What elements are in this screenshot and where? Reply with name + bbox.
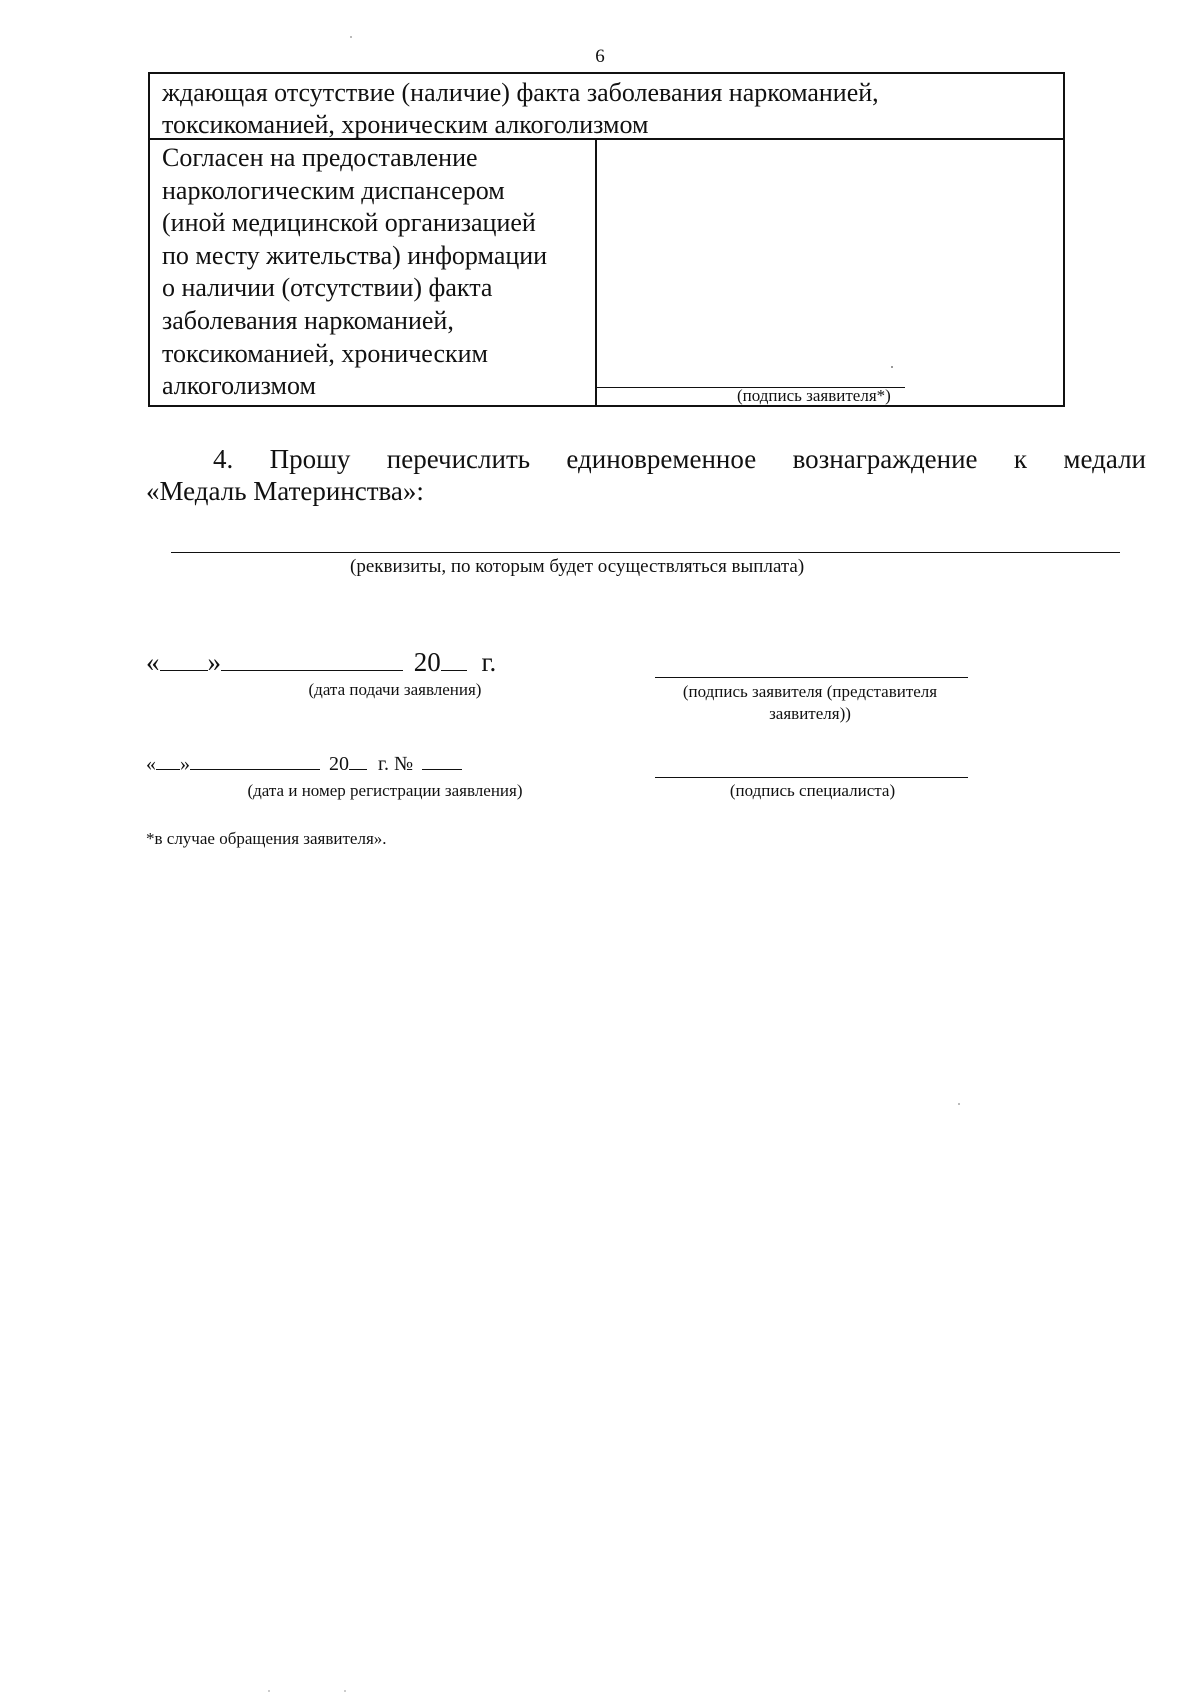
scan-speck bbox=[350, 36, 352, 38]
applicant-representative-signature-line[interactable] bbox=[655, 677, 968, 678]
applicant-representative-signature-caption bbox=[640, 681, 980, 725]
applicant-signature-caption: (подпись заявителя*) bbox=[737, 386, 891, 405]
scan-speck bbox=[268, 1690, 270, 1692]
consent-table bbox=[148, 72, 1065, 407]
submission-date-caption: (дата подачи заявления) bbox=[308, 680, 482, 699]
paragraph-4-word: вознаграждение bbox=[792, 444, 978, 474]
reg-day-blank[interactable] bbox=[156, 753, 180, 770]
reg-year-blank[interactable] bbox=[349, 753, 367, 770]
requisites-caption: (реквизиты, по которым будет осуществляться выплата) bbox=[350, 556, 805, 577]
consent-statement-line: Согласен на предоставление bbox=[162, 143, 478, 172]
reg-year-prefix: 20 bbox=[329, 753, 349, 775]
scan-speck bbox=[958, 1103, 960, 1105]
paragraph-4-word: единовременное bbox=[566, 444, 757, 474]
consent-statement-line: (иной медицинской организацией bbox=[162, 208, 536, 238]
year-suffix: г. bbox=[481, 647, 497, 677]
table-top-row-line: ждающая отсутствие (наличие) факта заболевания наркоманией, bbox=[162, 78, 879, 107]
paragraph-4-word: медали bbox=[1063, 444, 1146, 474]
reg-month-blank[interactable] bbox=[190, 753, 320, 770]
consent-statement-line: о наличии (отсутствии) факта bbox=[162, 273, 493, 303]
registration-caption: (дата и номер регистрации заявления) bbox=[247, 781, 523, 800]
open-quote: « bbox=[146, 647, 160, 677]
paragraph-4-word: к bbox=[1013, 444, 1028, 474]
table-top-row-text bbox=[162, 77, 879, 141]
month-blank[interactable] bbox=[221, 650, 403, 671]
table-top-row bbox=[150, 74, 1063, 140]
paragraph-4-word: перечислить bbox=[386, 444, 531, 474]
footnote: *в случае обращения заявителя». bbox=[146, 829, 387, 848]
scan-speck bbox=[891, 366, 893, 368]
signature-caption-line: (подпись заявителя (представителя bbox=[682, 682, 938, 701]
year-prefix: 20 bbox=[413, 647, 441, 677]
consent-statement-line: заболевания наркоманией, bbox=[162, 305, 454, 335]
requisites-input-line[interactable] bbox=[171, 552, 1120, 553]
close-quote: » bbox=[207, 647, 221, 677]
consent-statement-line: алкоголизмом bbox=[162, 371, 316, 401]
scan-speck bbox=[344, 1690, 346, 1692]
consent-statement-line: по месту жительства) информации bbox=[162, 240, 548, 270]
consent-statement-text bbox=[162, 142, 547, 403]
submission-date-field[interactable] bbox=[146, 647, 496, 678]
consent-statement-line: наркологическим диспансером bbox=[162, 175, 505, 205]
paragraph-4-line-1 bbox=[213, 444, 1146, 475]
registration-field[interactable] bbox=[146, 753, 462, 776]
paragraph-4-line-2: «Медаль Материнства»: bbox=[146, 476, 424, 506]
day-blank[interactable] bbox=[160, 650, 208, 671]
specialist-signature-caption: (подпись специалиста) bbox=[729, 781, 896, 800]
specialist-signature-line[interactable] bbox=[655, 777, 968, 778]
consent-statement-line: токсикоманией, хроническим bbox=[162, 338, 489, 368]
paragraph-4-word: Прошу bbox=[269, 444, 351, 474]
reg-number-blank[interactable] bbox=[422, 753, 462, 770]
close-quote: » bbox=[180, 753, 190, 775]
page-number: 6 bbox=[595, 46, 605, 67]
year-blank[interactable] bbox=[441, 650, 467, 671]
consent-statement-cell bbox=[150, 140, 597, 405]
consent-signature-cell[interactable] bbox=[597, 140, 1063, 405]
table-top-row-line: токсикоманией, хроническим алкоголизмом bbox=[162, 110, 649, 139]
open-quote: « bbox=[146, 753, 156, 775]
signature-caption-line: заявителя)) bbox=[769, 704, 851, 723]
paragraph-4-word: 4. bbox=[213, 444, 234, 474]
reg-number-label: г. № bbox=[378, 753, 414, 775]
